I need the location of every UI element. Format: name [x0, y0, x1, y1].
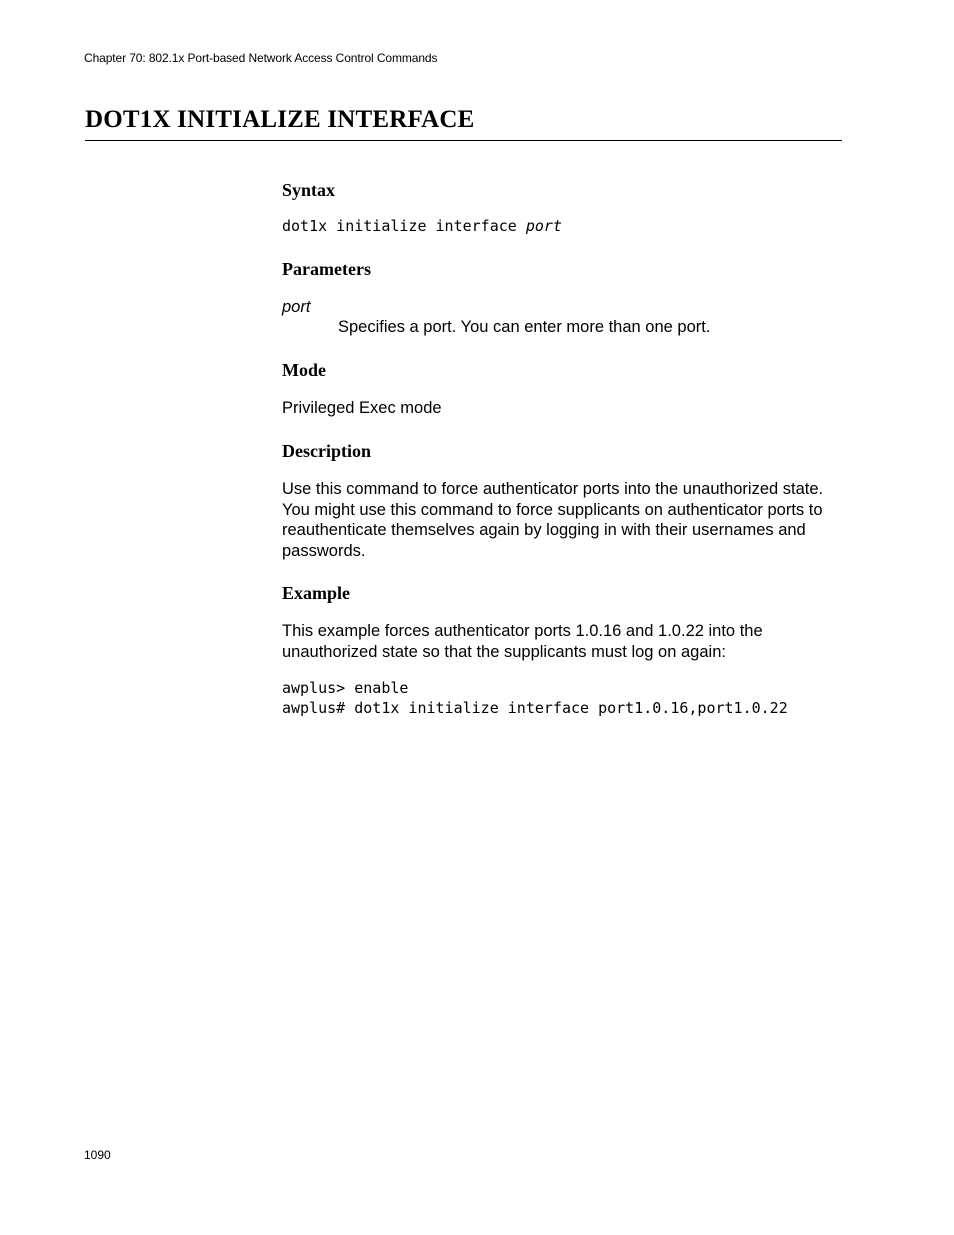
parameter-term: port — [282, 298, 311, 316]
mode-text: Privileged Exec mode — [282, 399, 442, 417]
example-heading: Example — [282, 583, 351, 603]
code-line: awplus> enable — [282, 679, 409, 697]
example-text: This example forces authenticator ports 1.0.16 and 1.0.22 into the unauthorized state so that the supplicants must log on again: — [282, 622, 763, 661]
syntax-heading: Syntax — [282, 180, 336, 200]
syntax-command — [282, 217, 562, 237]
syntax-argument: port — [525, 217, 562, 235]
code-line: awplus# dot1x initialize interface port1.0.16,port1.0.22 — [282, 698, 788, 717]
syntax-command-text: dot1x initialize interface — [282, 217, 526, 235]
parameter-description: Specifies a port. You can enter more than one port. — [338, 318, 711, 336]
title-divider — [85, 140, 842, 141]
description-text: Use this command to force authenticator ports into the unauthorized state. You might use this command to force supplicants on authenticator ports to reauthenticate themselves again by logging in with their usernames and passwords. — [282, 480, 824, 560]
page-title: DOT1X INITIALIZE INTERFACE — [85, 106, 475, 133]
description-heading: Description — [282, 441, 371, 461]
page-number: 1090 — [84, 1148, 111, 1162]
example-code-block — [282, 679, 788, 718]
parameters-heading: Parameters — [282, 259, 371, 279]
mode-heading: Mode — [282, 360, 326, 380]
running-header: Chapter 70: 802.1x Port-based Network Access Control Commands — [84, 51, 438, 65]
